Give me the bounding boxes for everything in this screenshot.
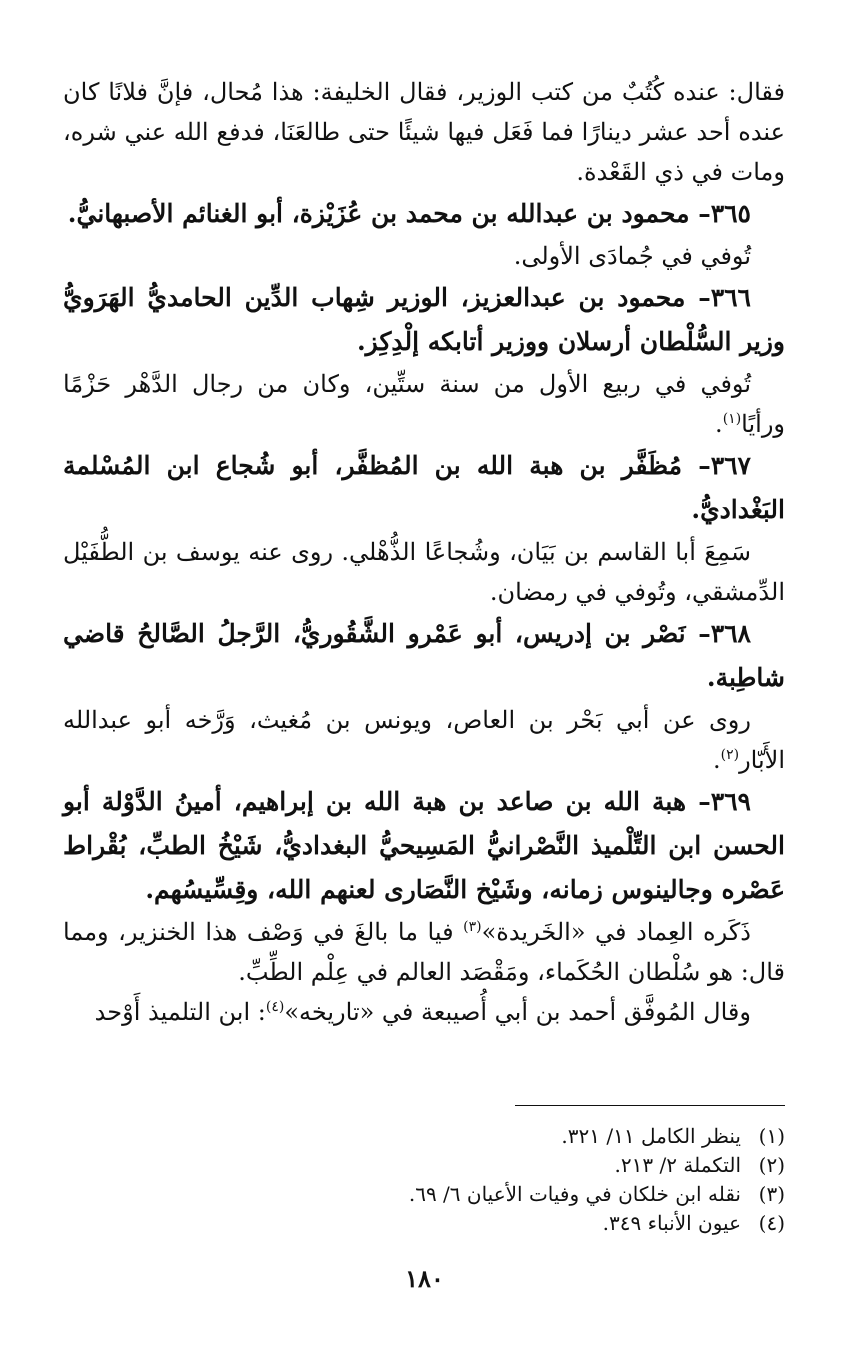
footnote-text: عيون الأنباء ٣٤٩. — [602, 1211, 741, 1235]
page-body — [63, 72, 785, 1032]
footnote-ref-3[interactable]: (٣) — [463, 919, 482, 935]
footnote-ref-1[interactable]: (١) — [722, 411, 742, 427]
footnote-2 — [63, 1151, 785, 1180]
page-number: ١٨٠ — [405, 1264, 444, 1293]
footnote-number: (٢) — [758, 1153, 785, 1177]
entry-text-369-a-end: فيا ما بالغَ في وَصْف هذا الخنزير، ومما قال: هو سُلْطان الحُكَماء، ومَقْصَد العالم في عِلْم الطِّبِّ. — [63, 918, 785, 986]
entry-text-366: تُوفي في ربيع الأول من سنة ستِّين، وكان من رجال الدَّهْر حَزْمًا ورأيًا$^{(١)}$. — [63, 370, 785, 438]
entry-text-369-b — [63, 992, 785, 1032]
footnote-divider — [515, 1105, 785, 1106]
entry-text-368-body: روى عن أبي بَحْر بن العاص، ويونس بن مُغيث، وَرَّخه أبو عبدالله الأَبّار — [63, 706, 785, 774]
entry-heading-365: ٣٦٥– محمود بن عبدالله بن محمد بن عُزَيْزة، أبو الغنائم الأصبهانيُّ. — [67, 199, 751, 228]
footnote-ref-4[interactable]: (٤) — [265, 999, 285, 1015]
entry-heading-367: ٣٦٧– مُظَفَّر بن هبة الله بن المُظفَّر، أبو شُجاع ابن المُسْلمة البَغْداديُّ. — [63, 451, 785, 524]
footnote-1 — [63, 1122, 785, 1151]
footnote-3 — [63, 1180, 785, 1209]
footnote-text: نقله ابن خلكان في وفيات الأعيان ٦/ ٦٩. — [408, 1182, 741, 1206]
footnote-ref-2[interactable]: (٢) — [720, 747, 740, 763]
entry-text-369-b-end: : ابن التلميذ أَوْحد — [94, 998, 266, 1026]
entry-text-369-a — [63, 912, 785, 992]
entry-text-369-a-start: ذَكَره العِماد في «الخَريدة» — [481, 918, 751, 946]
footnotes — [63, 1122, 785, 1238]
entry-heading-368: ٣٦٨– نَصْر بن إدريس، أبو عَمْرو الشَّقُوريُّ، الرَّجلُ الصَّالحُ قاضي شاطِبة. — [63, 619, 785, 692]
entry-heading-369: ٣٦٩– هبة الله بن صاعد بن هبة الله بن إبراهيم، أمينُ الدَّوْلة أبو الحسن ابن التِّلْميذ النَّصْرانيُّ المَسِيحيُّ البغداديُّ، شَيْخُ الطبِّ، بُقْراط عَصْره وجالينوس زمانه، وشَيْخ النَّصَارى لعنهم الله، وقِسِّيسُهم. — [63, 787, 785, 904]
entry-heading-366: ٣٦٦– محمود بن عبدالعزيز، الوزير شِهاب الدِّين الحامديُّ الهَرَويُّ وزير السُّلْطان أرسلان ووزير أتابكه إلْدِكِز. — [63, 283, 785, 356]
footnote-number: (٤) — [758, 1211, 785, 1235]
entry-text-368: روى عن أبي بَحْر بن العاص، ويونس بن مُغيث، وَرَّخه أبو عبدالله الأَبّار$^{(٢)}$. — [63, 706, 785, 774]
paragraph-continuation: فقال: عنده كُتُبٌ من كتب الوزير، فقال الخليفة: هذا مُحال، فإنَّ فلانًا كان عنده أحد عشر دينارًا فما فَعَل فيها شيئًا حتى طالعَنَا، فدفع الله عني شره، ومات في ذي القَعْدة. — [63, 78, 785, 186]
footnote-text: ينظر الكامل ١١/ ٣٢١. — [561, 1124, 741, 1148]
entry-text-369-b-start: وقال المُوفَّق أحمد بن أبي أُصيبعة في «تاريخه» — [284, 998, 751, 1026]
footnote-4 — [63, 1209, 785, 1238]
entry-text-366-body: تُوفي في ربيع الأول من سنة ستِّين، وكان من رجال الدَّهْر حَزْمًا ورأيًا — [63, 370, 785, 438]
entry-text-367: سَمِعَ أبا القاسم بن بَيَان، وشُجاعًا الذُّهْلي. روى عنه يوسف بن الطُّفَيْل الدِّمشقي، وتُوفي في رمضان. — [63, 538, 785, 606]
footnote-number: (٣) — [758, 1182, 785, 1206]
entry-text-365: تُوفي في جُمادَى الأولى. — [513, 242, 751, 270]
footnote-text: التكملة ٢/ ٢١٣. — [614, 1153, 741, 1177]
footnote-number: (١) — [758, 1124, 785, 1148]
